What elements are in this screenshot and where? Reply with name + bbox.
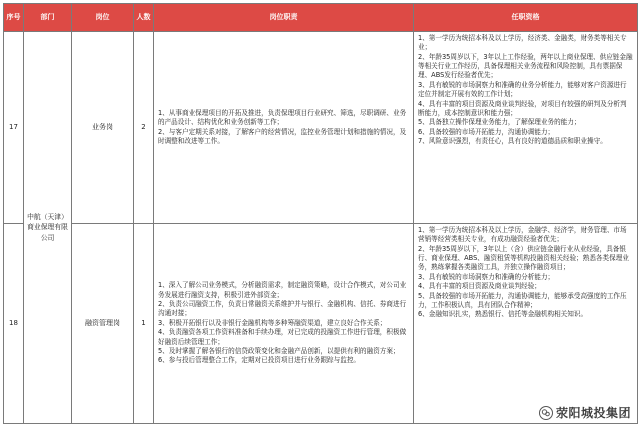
table-row: [4, 224, 638, 424]
row-no: 17: [4, 32, 24, 224]
row-no: 18: [4, 224, 24, 424]
row-quals: [414, 32, 638, 224]
table-row: [4, 32, 638, 224]
qual-item: 6、具备较强的市场开拓能力，沟通协调能力；: [418, 127, 555, 136]
duty-item: 1、深入了解公司业务模式，分析融资需求，制定融资策略，设计合作模式，对公司业务发展进行融资支持，积极引进外部资金；: [158, 281, 407, 299]
qual-item: 5、具备独立操作保理业务能力，了解保理业务的能力；: [418, 118, 581, 127]
row-duties: [154, 32, 414, 224]
row-dept: 中航（天津）商业保理有限公司: [24, 32, 72, 424]
row-count: 2: [134, 32, 154, 224]
header-duty: 岗位职责: [154, 4, 414, 32]
header-count: 人数: [134, 4, 154, 32]
row-count: 1: [134, 224, 154, 424]
qual-item: 4、具有丰富的项目资源及商业谈判经验，对项目有较强的研判及分析判断能力，成本控制意识和能力强；: [418, 99, 627, 117]
duty-item: 2、负责公司融资工作，负责日常融资关系维护并与银行、金融机构、信托、券商进行沟通对接；: [158, 300, 407, 318]
duty-item: 4、负责融资各项工作资料准备和手续办理，对已完成的投融资工作进行管理，积极做好融资后续管理工作；: [158, 328, 407, 346]
watermark: [536, 403, 634, 422]
qual-item: 3、具有敏锐的市场洞察力和准确的业务分析能力，能够对客户资源进行定位并制定开展有效的工作计划；: [418, 80, 627, 99]
duty-item: 3、积极开拓银行以及非银行金融机构等多种筹融资渠道，建立良好合作关系；: [158, 318, 387, 327]
duty-item: 1、从事商业保理项目的开拓及推进，负责保理项目行业研究、筛选，尽职调研、业务的产品设计、结构优化和业务创新等工作；: [158, 108, 407, 127]
qual-item: 6、金融知识扎实，熟悉银行、信托等金融机构相关知识。: [418, 310, 588, 319]
qual-item: 7、风险意识强烈，有责任心，具有良好的道德品质和职业操守。: [418, 136, 607, 145]
header-dept: 部门: [24, 4, 72, 32]
row-post: 融资管理岗: [72, 224, 134, 424]
duty-item: 5、及时掌握了解各银行的信贷政策变化和金融产品创新，以提供有利的融资方案；: [158, 346, 400, 355]
qual-item: 1、第一学历为统招本科及以上学历，经济类、金融类，财务类等相关专业；: [418, 34, 627, 52]
duty-item: 2、与客户定期关系对接，了解客户的经营情况，监控业务管理计划和措施的情况，及时调整和改进等工作。: [158, 127, 407, 145]
wechat-icon: [539, 406, 553, 420]
header-qual: 任职资格: [414, 4, 638, 32]
row-quals: [414, 224, 638, 424]
qual-item: 1、第一学历为统招本科及以上学历，金融学、经济学，财务管理、市场营销等经营类相关专业，有成功融资经验者优先；: [418, 226, 627, 244]
qual-item: 3、具有敏锐的市场洞察力和准确的分析能力；: [418, 272, 555, 281]
header-row: [4, 4, 638, 32]
qual-item: 4、具有丰富的项目资源及商业谈判经验；: [418, 282, 541, 291]
job-table: [3, 3, 638, 424]
row-post: 业务岗: [72, 32, 134, 224]
header-post: 岗位: [72, 4, 134, 32]
qual-item: 2、年龄35周岁以下，3年以上（含）供应链金融行业从业经验，具备银行、商业保理、ABS、融资租赁等机构投融资相关经验；熟悉各类保理业务，熟练掌握各类融资工具，并独立操作融资项目；: [418, 244, 629, 272]
duty-item: 6、参与投后管理整合工作，定期对已投资项目进行业务跟踪与监控。: [158, 356, 361, 365]
row-duties: [154, 224, 414, 424]
qual-item: 5、具备较强的市场开拓能力，沟通协调能力，能够承受高强度的工作压力，工作积极认真，具有团队合作精神；: [418, 291, 627, 309]
watermark-text: 荥阳城投集团: [555, 406, 631, 420]
qual-item: 2、年龄35周岁以下，3年以上工作经验，两年以上商业保理、供应链金融等相关行业工作经历，具备保理相关业务流程和风险控制，具有票据保理、ABS发行经验者优先；: [418, 52, 633, 80]
header-no: 序号: [4, 4, 24, 32]
